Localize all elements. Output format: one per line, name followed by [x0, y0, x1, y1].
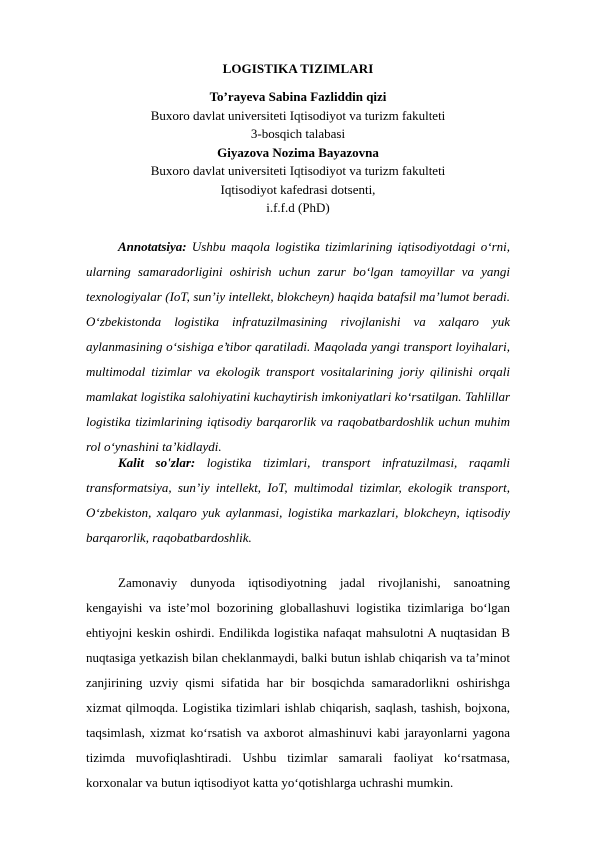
abstract-paragraph: [86, 234, 510, 459]
abstract-text: Ushbu maqola logistika tizimlarining iqtisodiyotdagi o‘rni, ularning samaradorligini oshirish uchun zarur bo‘lgan tamoyillar va yangi texnologiyalar (IoT, sun’iy intellekt, blokcheyn) haqida batafsil ma’lumot beradi. O‘zbekistonda logistika infratuzilmasining rivojlanishi va xalqaro yuk aylanmasining o‘sishiga e’tibor qaratiladi. Maqolada yangi transport loyihalari, multimodal tizimlar va ekologik transport vositalarining joriy qilinishi orqali mamlakat logistika salohiyatini kuchaytirish imkoniyatlari ko‘rsatilgan. Tahlillar logistika tizimlarining iqtisodiy barqarorlik va raqobatbardoshlik uchun muhim rol o‘ynashini ta’kidlaydi.: [86, 239, 510, 454]
author-affiliation-2: Buxoro davlat universiteti Iqtisodiyot va turizm fakulteti: [150, 163, 446, 178]
keywords-paragraph: [86, 450, 510, 550]
keywords-label: Kalit so'zlar:: [118, 455, 196, 470]
intro-paragraph: Zamonaviy dunyoda iqtisodiyotning jadal rivojlanishi, sanoatning kengayishi va iste’mol bozorining globallashuvi logistika tizimlariga bo‘lgan ehtiyojni keskin oshirdi. Endilikda logistika nafaqat mahsulotni A nuqtasidan B nuqtasiga yetkazish bilan cheklanmaydi, balki butun ishlab chiqarish va ta’minot zanjirining uzviy qismi sifatida har bir bosqichda samaradorlikni oshirishga xizmat qilmoqda. Logistika tizimlari ishlab chiqarish, saqlash, tashish, bojxona, taqsimlash, xizmat ko‘rsatish va axborot almashinuvi kabi jarayonlarni yagona tizimda muvofiqlashtiradi. Ushbu tizimlar samarali faoliyat ko‘rsatmasa, korxonalar va butun iqtisodiyot katta yo‘qotishlarga uchrashi mumkin.: [86, 575, 510, 790]
introduction-section: [86, 570, 510, 795]
author-position-2: Iqtisodiyot kafedrasi dotsenti,: [220, 181, 376, 197]
author-block: [86, 88, 510, 218]
keywords-text: logistika tizimlari, transport infratuzilmasi, raqamli transformatsiya, sun’iy intellekt, IoT, multimodal tizimlar, ekologik transport, O‘zbekiston, xalqaro yuk aylanmasi, logistika markazlari, blokcheyn, iqtisodiy barqarorlik, raqobatbardoshlik.: [86, 455, 510, 545]
author-affiliation-1: Buxoro davlat universiteti Iqtisodiyot va turizm fakulteti: [150, 107, 446, 123]
abstract-section: [86, 234, 510, 459]
author-name-1: To’rayeva Sabina Fazliddin qizi: [209, 89, 387, 104]
paper-title: LOGISTIKA TIZIMLARI: [222, 61, 374, 76]
abstract-label: Annotatsiya:: [118, 239, 187, 254]
author-position-1: 3-bosqich talabasi: [250, 126, 346, 141]
keywords-section: [86, 450, 510, 550]
author-degree-2: i.f.f.d (PhD): [266, 200, 330, 215]
author-name-2: Giyazova Nozima Bayazovna: [217, 144, 379, 160]
